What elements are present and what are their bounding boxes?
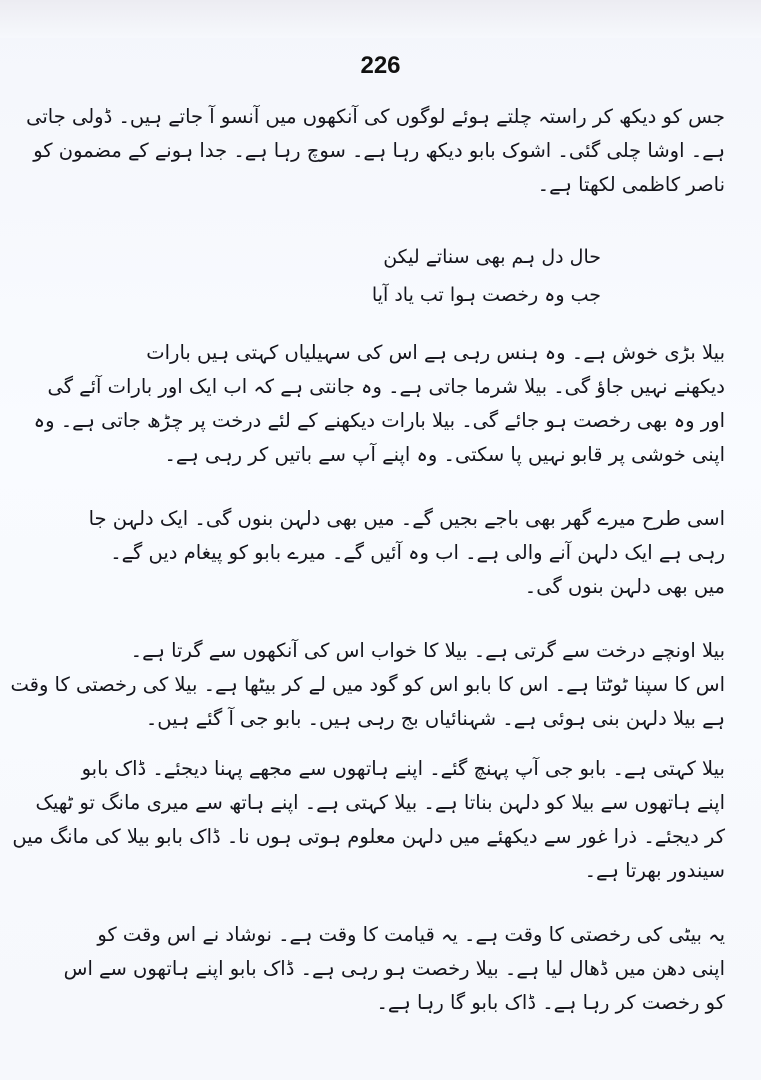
text-line	[26, 202, 725, 236]
text-line: اپنے ہاتھوں سے بیلا کو دلہن بناتا ہے۔ بیلا کہتی ہے۔ اپنے ہاتھ سے میری مانگ تو ٹھیک	[35, 791, 725, 814]
scan-edge	[0, 0, 761, 38]
text-line: اپنی خوشی پر قابو نہیں پا سکتی۔ وہ اپنے آپ سے باتیں کر رہی ہے۔	[164, 443, 725, 466]
paragraph-5	[12, 752, 725, 922]
paragraph-3	[89, 502, 725, 638]
text-line: رہی ہے ایک دلہن آنے والی ہے۔ اب وہ آئیں گے۔ میرے بابو کو پیغام دیں گے۔	[110, 541, 725, 564]
paragraph-4	[10, 634, 725, 770]
text-line	[12, 888, 725, 922]
text-line: بیلا بڑی خوش ہے۔ وہ ہنس رہی ہے اس کی سہیلیاں کہتی ہیں بارات	[146, 341, 725, 364]
text-line: بیلا اونچے درخت سے گرتی ہے۔ بیلا کا خواب اس کی آنکھوں سے گرتا ہے۔	[130, 639, 725, 662]
text-line: کر دیجئے۔ ذرا غور سے دیکھئے میں دلہن معلوم ہوتی ہوں نا۔ ڈاک بابو بیلا کی مانگ میں	[12, 825, 725, 848]
text-line: کو رخصت کر رہا ہے۔ ڈاک بابو گا رہا ہے۔	[376, 991, 725, 1014]
text-line: یہ بیٹی کی رخصتی کا وقت ہے۔ یہ قیامت کا وقت ہے۔ نوشاد نے اس وقت کو	[97, 923, 725, 946]
text-line: اپنی دھن میں ڈھال لیا ہے۔ بیلا رخصت ہو رہی ہے۔ ڈاک بابو اپنے ہاتھوں سے اس	[63, 957, 725, 980]
paragraph-6	[64, 918, 725, 1020]
text-line: ہے۔ اوشا چلی گئی۔ اشوک بابو دیکھ رہا ہے۔ سوچ رہا ہے۔ جدا ہونے کے مضمون کو	[33, 139, 725, 162]
text-line: بیلا کہتی ہے۔ بابو جی آپ پہنچ گئے۔ اپنے ہاتھوں سے مجھے پہنا دیجئے۔ ڈاک بابو	[81, 757, 725, 780]
text-line: جس کو دیکھ کر راستہ چلتے ہوئے لوگوں کی آنکھوں میں آنسو آ جاتے ہیں۔ ڈولی جاتی	[26, 105, 725, 128]
text-line: ہے بیلا دلہن بنی ہوئی ہے۔ شہنائیاں بج رہی ہیں۔ بابو جی آ گئے ہیں۔	[145, 707, 725, 730]
text-line: اسی طرح میرے گھر بھی باجے بجیں گے۔ میں بھی دلہن بنوں گی۔ ایک دلہن جا	[88, 507, 725, 530]
verse-line: جب وہ رخصت ہوا تب یاد آیا	[371, 284, 601, 306]
verse-line: حال دل ہم بھی سناتے لیکن	[383, 246, 601, 268]
paragraph-2	[34, 336, 725, 506]
text-line: ناصر کاظمی لکھتا ہے۔	[537, 173, 725, 196]
text-line: دیکھنے نہیں جاؤ گی۔ بیلا شرما جاتی ہے۔ وہ جانتی ہے کہ اب ایک اور بارات آئے گی	[47, 375, 725, 398]
text-line: اور وہ بھی رخصت ہو جائے گی۔ بیلا بارات دیکھنے کے لئے درخت پر چڑھ جاتی ہے۔ وہ	[33, 409, 725, 432]
verse	[372, 238, 601, 314]
text-line	[34, 472, 725, 506]
text-line: میں بھی دلہن بنوں گی۔	[524, 575, 725, 598]
page-number: 226	[360, 52, 401, 79]
text-line	[89, 604, 725, 638]
text-line: اس کا سپنا ٹوٹتا ہے۔ اس کا بابو اس کو گود میں لے کر بیٹھا ہے۔ بیلا کی رخصتی کا وقت	[10, 673, 725, 696]
paragraph-1	[26, 100, 725, 236]
text-line: سیندور بھرتا ہے۔	[584, 859, 725, 882]
